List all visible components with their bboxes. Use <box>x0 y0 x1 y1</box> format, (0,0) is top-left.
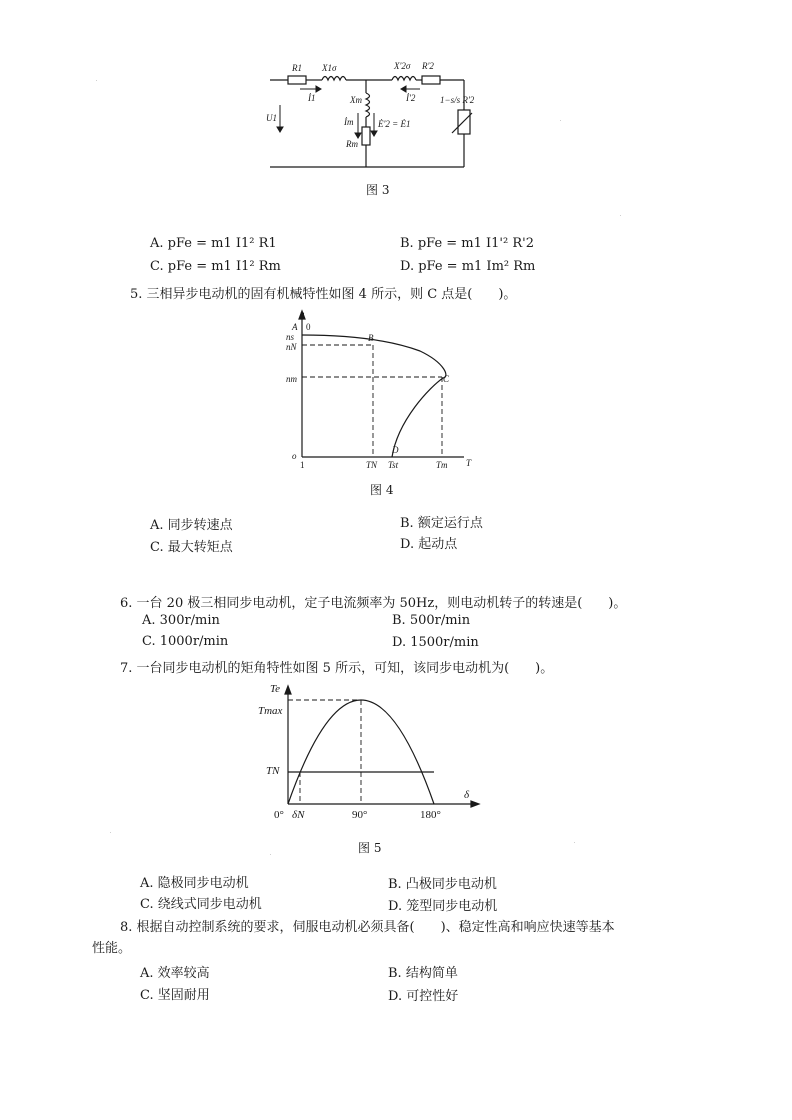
svg-text:Tst: Tst <box>388 460 399 470</box>
option-c-q5: C. 最大转矩点 <box>150 540 233 555</box>
option-b-q4: B. pFe = m1 I1'² R'2 <box>400 236 534 251</box>
option-d-q5: D. 起动点 <box>400 537 458 552</box>
svg-text:R'2: R'2 <box>422 61 434 71</box>
option-c-q6: C. 1000r/min <box>142 634 229 649</box>
option-d-q7: D. 笼型同步电动机 <box>388 899 498 914</box>
option-b-q7: B. 凸极同步电动机 <box>388 877 497 892</box>
svg-text:X'2σ: X'2σ <box>394 61 411 71</box>
figure-3-caption: 图 3 <box>366 183 390 197</box>
r2-resistor <box>422 76 440 84</box>
option-a-q7: A. 隐极同步电动机 <box>140 876 249 891</box>
svg-text:0°: 0° <box>274 809 284 821</box>
svg-text:Xm: Xm <box>350 95 362 105</box>
figure-5-angle-characteristic <box>250 680 490 825</box>
svg-text:İ'2: İ'2 <box>406 93 416 103</box>
option-a-q8: A. 效率较高 <box>140 966 210 981</box>
question-5: 5. 三相异步电动机的固有机械特性如图 4 所示，则 C 点是( )。 <box>130 287 517 302</box>
svg-text:0: 0 <box>306 322 311 332</box>
x1-inductor <box>322 77 346 81</box>
svg-text:o: o <box>292 451 297 461</box>
svg-text:X1σ: X1σ <box>322 63 337 73</box>
figure-5-caption: 图 5 <box>358 841 382 855</box>
svg-text:TN: TN <box>266 765 280 777</box>
svg-text:ns: ns <box>286 332 295 342</box>
option-b-q5: B. 额定运行点 <box>400 516 483 531</box>
rm-resistor <box>362 127 370 145</box>
svg-text:180°: 180° <box>420 809 441 821</box>
figure-3-circuit <box>240 55 500 185</box>
svg-text:Te: Te <box>270 683 280 695</box>
option-a-q6: A. 300r/min <box>142 613 220 628</box>
svg-text:R1: R1 <box>292 63 302 73</box>
svg-text:90°: 90° <box>352 809 368 821</box>
r1-resistor <box>288 76 306 84</box>
option-b-q6: B. 500r/min <box>392 613 471 628</box>
svg-text:1: 1 <box>300 460 305 470</box>
option-b-q8: B. 结构简单 <box>388 966 458 981</box>
option-d-q6: D. 1500r/min <box>392 635 479 650</box>
svg-text:TN: TN <box>366 460 378 470</box>
svg-text:Tmax: Tmax <box>258 705 283 717</box>
load-resistor <box>458 110 470 134</box>
svg-text:nN: nN <box>286 342 297 352</box>
svg-text:B: B <box>368 333 374 343</box>
svg-text:T: T <box>466 458 472 468</box>
svg-text:n: n <box>300 309 305 319</box>
option-c-q7: C. 绕线式同步电动机 <box>140 897 262 912</box>
svg-text:İm: İm <box>344 117 354 127</box>
xm-inductor <box>366 93 370 117</box>
option-d-q8: D. 可控性好 <box>388 989 459 1004</box>
svg-text:Ė'2 = Ė1: Ė'2 = Ė1 <box>378 119 411 129</box>
svg-text:nm: nm <box>286 374 297 384</box>
torque-curve <box>302 335 446 457</box>
option-d-q4: D. pFe = m1 Im² Rm <box>400 259 536 274</box>
question-8-line-2: 性能。 <box>92 941 132 956</box>
question-7: 7. 一台同步电动机的矩角特性如图 5 所示，可知，该同步电动机为( )。 <box>120 661 554 676</box>
svg-text:U1: U1 <box>266 113 277 123</box>
svg-text:Tm: Tm <box>436 460 448 470</box>
svg-text:δ: δ <box>464 789 470 801</box>
svg-text:D: D <box>392 445 399 455</box>
x2-inductor <box>392 77 416 81</box>
option-a-q5: A. 同步转速点 <box>150 518 233 533</box>
figure-4-torque-speed <box>280 305 480 475</box>
svg-text:A: A <box>292 322 298 332</box>
question-6: 6. 一台 20 极三相同步电动机，定子电流频率为 50Hz，则电动机转子的转速是( )。 <box>120 596 627 611</box>
option-a-q4: A. pFe = m1 I1² R1 <box>150 236 277 251</box>
svg-text:İ1: İ1 <box>308 93 316 103</box>
svg-text:Rm: Rm <box>346 139 358 149</box>
svg-text:δN: δN <box>292 809 305 821</box>
figure-4-caption: 图 4 <box>370 483 394 497</box>
svg-text:1−s/s R'2: 1−s/s R'2 <box>440 95 475 105</box>
option-c-q4: C. pFe = m1 I1² Rm <box>150 259 281 274</box>
question-8-line-1: 8. 根据自动控制系统的要求，伺服电动机必须具备( )、稳定性高和响应快速等基本 <box>120 920 615 935</box>
svg-text:C: C <box>443 374 450 384</box>
option-c-q8: C. 坚固耐用 <box>140 988 210 1003</box>
